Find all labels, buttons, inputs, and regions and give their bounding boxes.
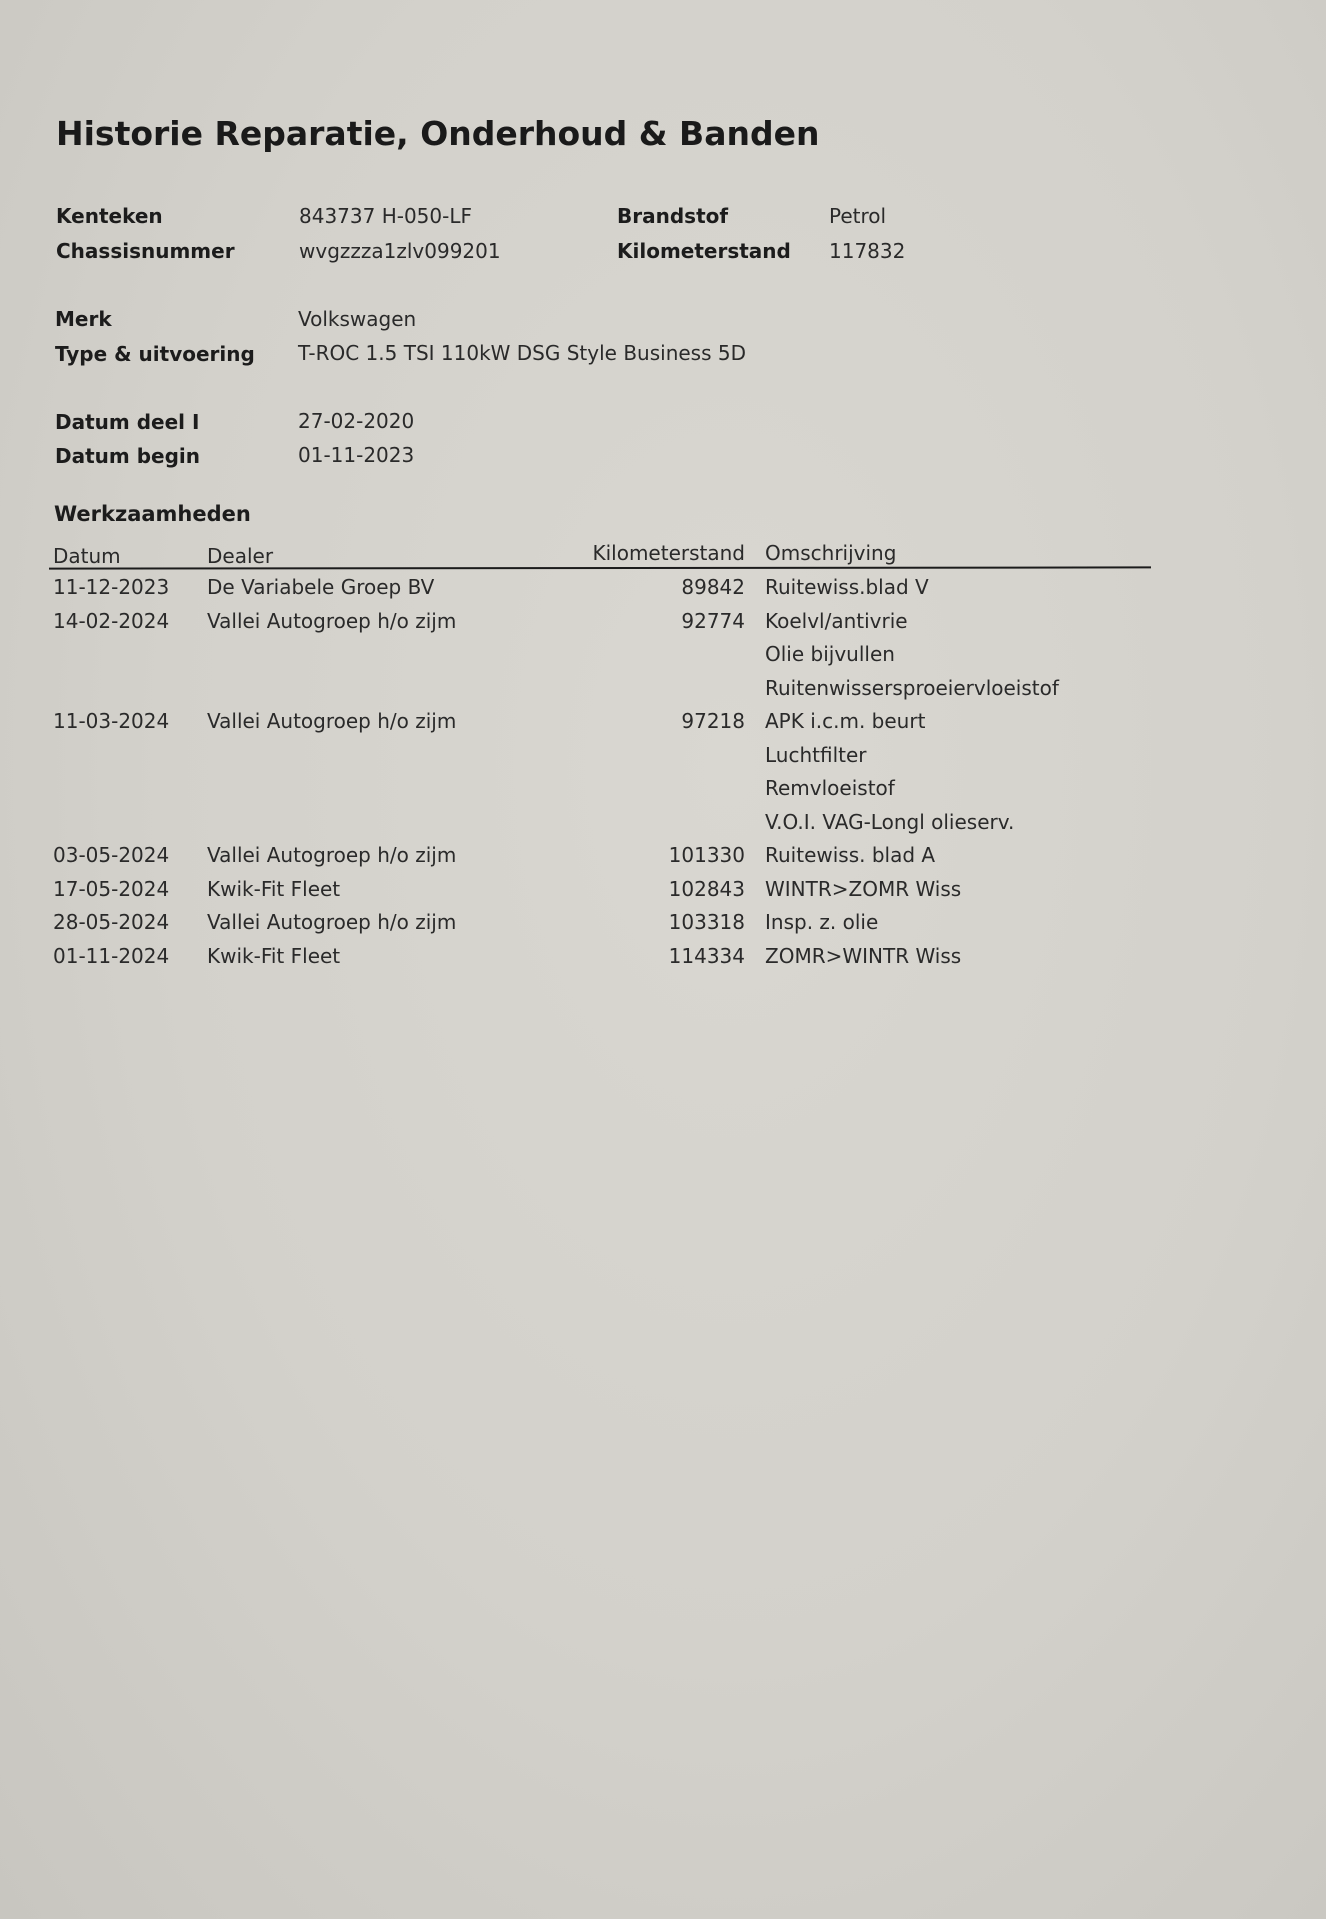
- brandstof-value: Petrol: [829, 204, 887, 228]
- cell-date: 28-05-2024: [53, 910, 170, 934]
- column-header-datum: Datum: [53, 544, 121, 568]
- work-table: [0, 575, 1326, 977]
- cell-km: 114334: [668, 943, 745, 968]
- cell-km: 92774: [681, 608, 745, 633]
- cell-desc: Koelvl/antivrie: [765, 608, 908, 633]
- section-title-werkzaamheden: Werkzaamheden: [54, 502, 251, 526]
- cell-km: 97218: [681, 709, 745, 733]
- cell-date: 17-05-2024: [53, 876, 170, 901]
- datum-begin-value: 01-11-2023: [298, 443, 415, 467]
- cell-date: 03-05-2024: [53, 843, 170, 867]
- header-divider: [49, 566, 1151, 569]
- cell-dealer: Vallei Autogroep h/o zijm: [207, 843, 457, 867]
- cell-desc: Ruitewiss.blad V: [765, 575, 929, 599]
- kilometerstand-label: Kilometerstand: [617, 239, 791, 263]
- table-row: [0, 676, 1326, 710]
- chassis-label: Chassisnummer: [56, 239, 235, 263]
- cell-desc: ZOMR>WINTR Wiss: [765, 943, 962, 968]
- cell-desc: V.O.I. VAG-Longl olieserv.: [765, 809, 1015, 834]
- datum-deel-value: 27-02-2020: [298, 409, 415, 433]
- cell-desc: Ruitenwissersproeiervloeistof: [765, 675, 1059, 700]
- cell-desc: Ruitewiss. blad A: [765, 843, 936, 867]
- cell-dealer: Kwik-Fit Fleet: [207, 943, 341, 968]
- merk-value: Volkswagen: [298, 307, 417, 331]
- cell-desc: APK i.c.m. beurt: [765, 709, 926, 733]
- table-row: [0, 776, 1326, 810]
- kenteken-label: Kenteken: [56, 204, 163, 228]
- column-header-dealer: Dealer: [207, 544, 274, 568]
- brandstof-label: Brandstof: [617, 204, 729, 228]
- cell-date: 11-03-2024: [53, 709, 170, 733]
- table-row: [0, 575, 1326, 609]
- cell-desc: WINTR>ZOMR Wiss: [765, 876, 962, 901]
- cell-km: 101330: [668, 843, 745, 867]
- cell-desc: Luchtfilter: [765, 742, 867, 767]
- merk-label: Merk: [55, 307, 112, 331]
- table-row: [0, 743, 1326, 777]
- type-label: Type & uitvoering: [55, 342, 255, 366]
- table-row: [0, 642, 1326, 676]
- cell-date: 11-12-2023: [53, 575, 170, 599]
- cell-km: 103318: [668, 910, 745, 934]
- cell-desc: Insp. z. olie: [765, 910, 879, 934]
- table-row: [0, 810, 1326, 844]
- column-header-kilometerstand: Kilometerstand: [592, 541, 745, 565]
- table-row: [0, 877, 1326, 911]
- datum-deel-label: Datum deel I: [55, 410, 200, 434]
- cell-desc: Olie bijvullen: [765, 642, 895, 666]
- kenteken-value: 843737 H-050-LF: [299, 204, 472, 228]
- cell-dealer: Vallei Autogroep h/o zijm: [207, 910, 457, 934]
- cell-dealer: Vallei Autogroep h/o zijm: [207, 709, 457, 733]
- cell-dealer: De Variabele Groep BV: [207, 575, 435, 599]
- type-value: T-ROC 1.5 TSI 110kW DSG Style Business 5D: [298, 341, 746, 365]
- table-row: [0, 910, 1326, 944]
- cell-date: 14-02-2024: [53, 608, 170, 633]
- page-title: Historie Reparatie, Onderhoud & Banden: [56, 114, 820, 153]
- cell-dealer: Vallei Autogroep h/o zijm: [207, 608, 457, 633]
- cell-date: 01-11-2024: [53, 943, 170, 968]
- table-row: [0, 944, 1326, 978]
- table-row: [0, 709, 1326, 743]
- chassis-value: wvgzzza1zlv099201: [299, 239, 501, 263]
- column-header-omschrijving: Omschrijving: [765, 541, 897, 565]
- cell-km: 102843: [668, 876, 745, 901]
- kilometerstand-value: 117832: [829, 239, 906, 263]
- table-row: [0, 843, 1326, 877]
- table-row: [0, 609, 1326, 643]
- cell-dealer: Kwik-Fit Fleet: [207, 876, 341, 901]
- cell-km: 89842: [681, 575, 745, 599]
- datum-begin-label: Datum begin: [55, 444, 200, 468]
- cell-desc: Remvloeistof: [765, 776, 895, 800]
